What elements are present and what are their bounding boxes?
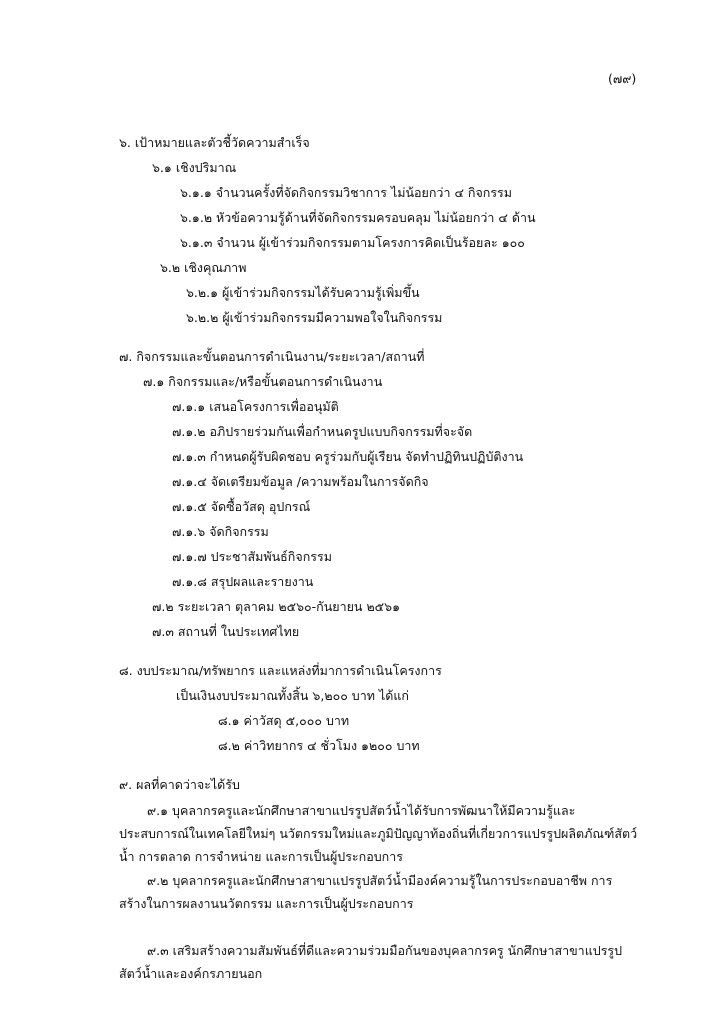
item-6-2-1: ๖.๒.๑ ผู้เข้าร่วมกิจกรรมได้รับความรู้เพิ่มขึ้น <box>186 285 420 300</box>
item-6-1-1: ๖.๑.๑ จำนวนครั้งที่จัดกิจกรรมวิชาการ ไม่น้อยกว่า ๔ กิจกรรม <box>180 185 513 200</box>
item-7-1-4: ๗.๑.๔ จัดเตรียมข้อมูล /ความพร้อมในการจัดกิจ <box>172 474 429 489</box>
paragraph-9-2: ๙.๒ บุคลากรครูและนักศึกษาสาขาแปรรูปสัตว์น้ำมีองค์ความรู้ในการประกอบอาชีพ การสร้างในการผลงานนวัตกรรม และการเป็นผู้ประกอบการ <box>119 873 613 911</box>
item-7-2: ๗.๒ ระยะเวลา ตุลาคม ๒๕๖๐-กันยายน ๒๕๖๑ <box>152 599 401 614</box>
paragraph-9-1: ๙.๑ บุคลากรครูและนักศึกษาสาขาแปรรูปสัตว์น้ำได้รับการพัฒนาให้มีความรู้และประสบการณ์ในเทคโลยีใหม่ๆ นวัตกรรมใหม่และภูมิปัญญาท้องถิ่นที่เกี่ยวการแปรรูปผลิตภัณฑ์สัตว์น้ำ การตลาด การจำหน่าย และการเป็นผู้ประกอบการ <box>119 803 638 864</box>
item-7-1-7: ๗.๑.๗ ประชาสัมพันธ์กิจกรรม <box>172 549 332 564</box>
section-7-heading: ๗. กิจกรรมและขั้นตอนการดำเนินงาน/ระยะเวลา/สถานที่ <box>119 349 425 364</box>
page-number: (๗๙) <box>608 71 637 86</box>
item-6-1-3: ๖.๑.๓ จำนวน ผู้เข้าร่วมกิจกรรมตามโครงการคิดเป็นร้อยละ ๑๐๐ <box>180 235 525 250</box>
section-9-heading: ๙. ผลที่คาดว่าจะได้รับ <box>119 777 240 792</box>
section-8-heading: ๘. งบประมาณ/ทรัพยากร และแหล่งที่มาการดำเนินโครงการ <box>119 663 442 678</box>
item-6-2: ๖.๒ เชิงคุณภาพ <box>160 260 247 275</box>
paragraph-9-3: ๙.๓ เสริมสร้างความสัมพันธ์ที่ดีและความร่วมมือกันของบุคลากรครู นักศึกษาสาขาแปรรูปสัตว์น้ำและองค์กรภายนอก <box>119 943 623 981</box>
item-6-2-2: ๖.๒.๒ ผู้เข้าร่วมกิจกรรมมีความพอใจในกิจกรรม <box>186 310 443 325</box>
item-8-1: ๘.๑ ค่าวัสดุ ๕,๐๐๐ บาท <box>218 713 350 728</box>
item-6-1: ๖.๑ เชิงปริมาณ <box>152 160 237 175</box>
section-6-heading: ๖. เป้าหมายและตัวชี้วัดความสำเร็จ <box>119 135 310 150</box>
item-7-1-8: ๗.๑.๘ สรุปผลและรายงาน <box>172 574 314 589</box>
item-7-1-5: ๗.๑.๕ จัดซื้อวัสดุ อุปกรณ์ <box>172 499 311 514</box>
item-7-1-3: ๗.๑.๓ กำหนดผู้รับผิดชอบ ครูร่วมกับผู้เรียน จัดทำปฏิทินปฏิบัติงาน <box>172 449 524 464</box>
item-7-3: ๗.๓ สถานที่ ในประเทศไทย <box>152 624 300 639</box>
item-7-1: ๗.๑ กิจกรรมและ/หรือขั้นตอนการดำเนินงาน <box>143 374 383 389</box>
item-6-1-2: ๖.๑.๒ หัวข้อความรู้ด้านที่จัดกิจกรรมครอบคลุม ไม่น้อยกว่า ๔ ด้าน <box>180 210 536 225</box>
item-7-1-2: ๗.๑.๒ อภิปรายร่วมกันเพื่อกำหนดรูปแบบกิจกรรมที่จะจัด <box>172 424 473 439</box>
item-7-1-1: ๗.๑.๑ เสนอโครงการเพื่ออนุมัติ <box>172 399 339 414</box>
item-8-2: ๘.๒ ค่าวิทยากร ๔ ชั่วโมง ๑๒๐๐ บาท <box>218 738 420 753</box>
item-7-1-6: ๗.๑.๖ จัดกิจกรรม <box>172 524 269 539</box>
budget-total: เป็นเงินงบประมาณทั้งสิ้น ๖,๒๐๐ บาท ได้แก่ <box>176 688 409 703</box>
